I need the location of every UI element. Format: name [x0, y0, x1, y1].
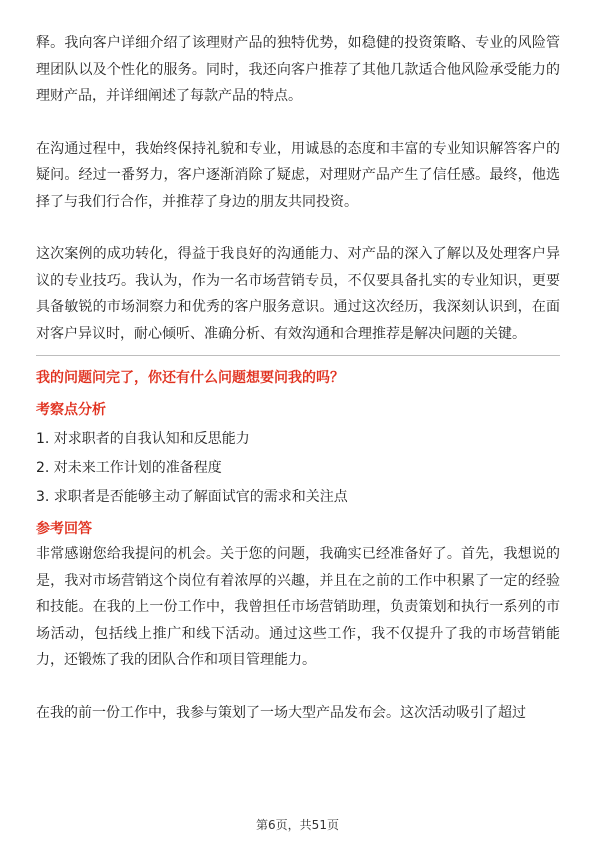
analysis-point-1: 1. 对求职者的自我认知和反思能力: [36, 431, 250, 447]
analysis-point-2: 2. 对未来工作计划的准备程度: [36, 460, 222, 476]
section-divider: [36, 355, 560, 356]
body-paragraph-3: 这次案例的成功转化，得益于我良好的沟通能力、对产品的深入了解以及处理客户异议的专业技巧。我认为，作为一名市场营销专员，不仅要具备扎实的专业知识，更要具备敏锐的市场洞察力和优秀的客户服务意识。通过这次经历，我深刻认识到，在面对客户异议时，耐心倾听、准确分析、有效沟通和合理推荐是解决问题的关键。: [36, 246, 560, 342]
page-content: [36, 30, 560, 726]
body-paragraph-2: 在沟通过程中，我始终保持礼貌和专业，用诚恳的态度和丰富的专业知识解答客户的疑问。经过一番努力，客户逐渐消除了疑虑，对理财产品产生了信任感。最终，他选择了与我们行合作，并推荐了身边的朋友共同投资。: [36, 140, 560, 210]
interview-question: 我的问题问完了，你还有什么问题想要问我的吗？: [36, 370, 344, 386]
analysis-title: 考察点分析: [36, 402, 106, 418]
answer-paragraph-1: 非常感谢您给我提问的机会。关于您的问题，我确实已经准备好了。首先，我想说的是，我对市场营销这个岗位有着浓厚的兴趣，并且在之前的工作中积累了一定的经验和技能。在我的上一份工作中，我曾担任市场营销助理，负责策划和执行一系列的市场活动，包括线上推广和线下活动。通过这些工作，我不仅提升了我的市场营销能力，还锻炼了我的团队合作和项目管理能力。: [36, 546, 560, 668]
answer-paragraph-2: 在我的前一份工作中，我参与策划了一场大型产品发布会。这次活动吸引了超过: [36, 704, 526, 721]
body-paragraph-1: 释。我向客户详细介绍了该理财产品的独特优势，如稳健的投资策略、专业的风险管理团队以及个性化的服务。同时，我还向客户推荐了其他几款适合他风险承受能力的理财产品，并详细阐述了每款产品的特点。: [36, 35, 560, 104]
page-number-footer: 第6页，共51页: [256, 818, 339, 832]
analysis-point-3: 3. 求职者是否能够主动了解面试官的需求和关注点: [36, 489, 348, 505]
answer-title: 参考回答: [36, 521, 92, 537]
